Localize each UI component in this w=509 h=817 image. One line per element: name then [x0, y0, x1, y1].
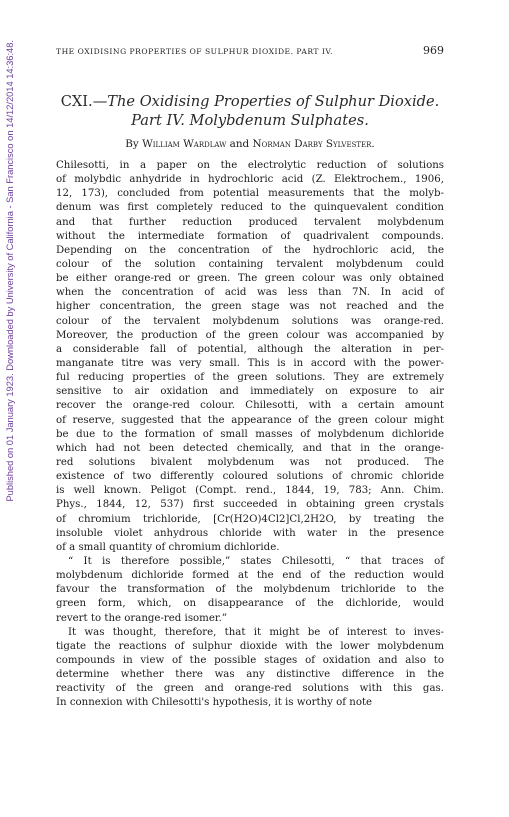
text-line: Chilesotti, in a paper on the electrolytic reduction of solutions [56, 160, 444, 171]
text-line: is well known. Peligot (Compt. rend., 1844, 19, 783; Ann. Chim. [56, 485, 444, 497]
article-number: CXI. [60, 93, 93, 110]
text-line: of molybdic anhydride in hydrochloric acid (Z. Elektrochem., 1906, [56, 174, 444, 186]
text-line: insoluble violet anhydrous chloride with water in the presence [56, 527, 444, 539]
text-line: recover the orange-red colour. Chilesotti, with a certain amount [56, 400, 444, 412]
text-line: “ It is therefore possible,” states Chilesotti, “ that traces of [68, 555, 444, 567]
text-line: determine whether there was any distinctive difference in the [56, 669, 444, 681]
text-line: Depending on the concentration of the hydrochloric acid, the [56, 244, 444, 256]
text-line: In connexion with Chilesotti's hypothesis, it is worthy of note [56, 697, 373, 709]
article-title [56, 92, 444, 130]
text-line: of reserve, suggested that the appearance of the green colour might [56, 414, 444, 426]
text-line: revert to the orange-red isomer.” [56, 612, 228, 624]
text-line: tigate the reactions of sulphur dioxide with the lower molybdenum [56, 640, 444, 652]
text-line: favour the transformation of the molybdenum trichloride to the [56, 584, 444, 596]
text-line: be due to the formation of small masses of molybdenum dichloride [56, 428, 444, 440]
author-1: William Wardlaw [142, 138, 227, 150]
text-line: of a small quantity of chromium dichloride. [56, 541, 280, 553]
byline-and: and [229, 138, 250, 150]
text-line: Phys., 1844, 12, 537) first succeeded in obtaining green crystals [56, 499, 444, 511]
text-line: be either orange-red or green. The green colour was only obtained [56, 273, 444, 285]
text-line: sensitive to air oxidation and immediately on exposure to air [56, 386, 444, 398]
author-2: Norman Darby Sylvester. [252, 138, 375, 150]
text-line: higher concentration, the green stage was not reached and the [56, 301, 444, 313]
text-line: without the intermediate formation of quadrivalent compounds. [56, 230, 444, 242]
provenance-note: Published on 01 January 1923. Downloaded by University of California - San Francisco on 14/12/2014 14:36:48. [5, 40, 15, 502]
text-line: of chromium trichloride, [Cr(H2O)4Cl2]Cl,2H2O, by treating the [56, 513, 444, 525]
text-line: and that further reduction produced tervalent molybdenum [56, 216, 444, 228]
journal-page [56, 44, 444, 710]
text-line: molybdenum dichloride formed at the end of the reduction would [56, 570, 444, 582]
text-line: manganate titre was very small. This is in accord with the power- [56, 357, 444, 369]
text-line: colour of the tervalent molybdenum solutions was orange-red. [56, 315, 444, 327]
text-line: red solutions bivalent molybdenum was not produced. The [56, 456, 444, 468]
text-line: Moreover, the production of the green colour was accompanied by [56, 329, 444, 341]
text-line: which had not been detected chemically, and that in the orange- [56, 442, 444, 454]
text-line: ful reducing properties of the green solutions. They are extremely [56, 372, 444, 384]
article-title-text: —The Oxidising Properties of Sulphur Dioxide. [92, 93, 440, 110]
byline [56, 137, 444, 151]
text-line: existence of two differently coloured solutions of chromic chloride [56, 471, 444, 483]
text-line: when the concentration of acid was less than 7N. In acid of [56, 287, 444, 299]
text-line: 12, 173), concluded from potential measurements that the molyb- [56, 188, 444, 200]
text-line: colour of the solution containing tervalent molybdenum could [56, 258, 444, 270]
text-line: denum was first completely reduced to the quinquevalent condition [56, 202, 444, 214]
byline-by: By [125, 138, 139, 150]
provenance-sidebar [1, 40, 19, 680]
running-head-title: THE OXIDISING PROPERTIES OF SULPHUR DIOXIDE. PART IV. [56, 47, 333, 56]
running-head [56, 44, 444, 57]
article-body [56, 159, 444, 710]
text-line: compounds in view of the possible stages of oxidation and also to [56, 654, 444, 666]
text-line: It was thought, therefore, that it might be of interest to inves- [68, 626, 444, 638]
text-line: green form, which, on disappearance of the dichloride, would [56, 598, 444, 610]
text-line: a considerable fall of potential, although the alteration in per- [56, 343, 444, 355]
article-title-line-1 [56, 92, 444, 111]
text-line: reactivity of the green and orange-red solutions with this gas. [56, 683, 444, 695]
page-number: 969 [423, 44, 444, 57]
article-title-line-2: Part IV. Molybdenum Sulphates. [131, 112, 369, 129]
